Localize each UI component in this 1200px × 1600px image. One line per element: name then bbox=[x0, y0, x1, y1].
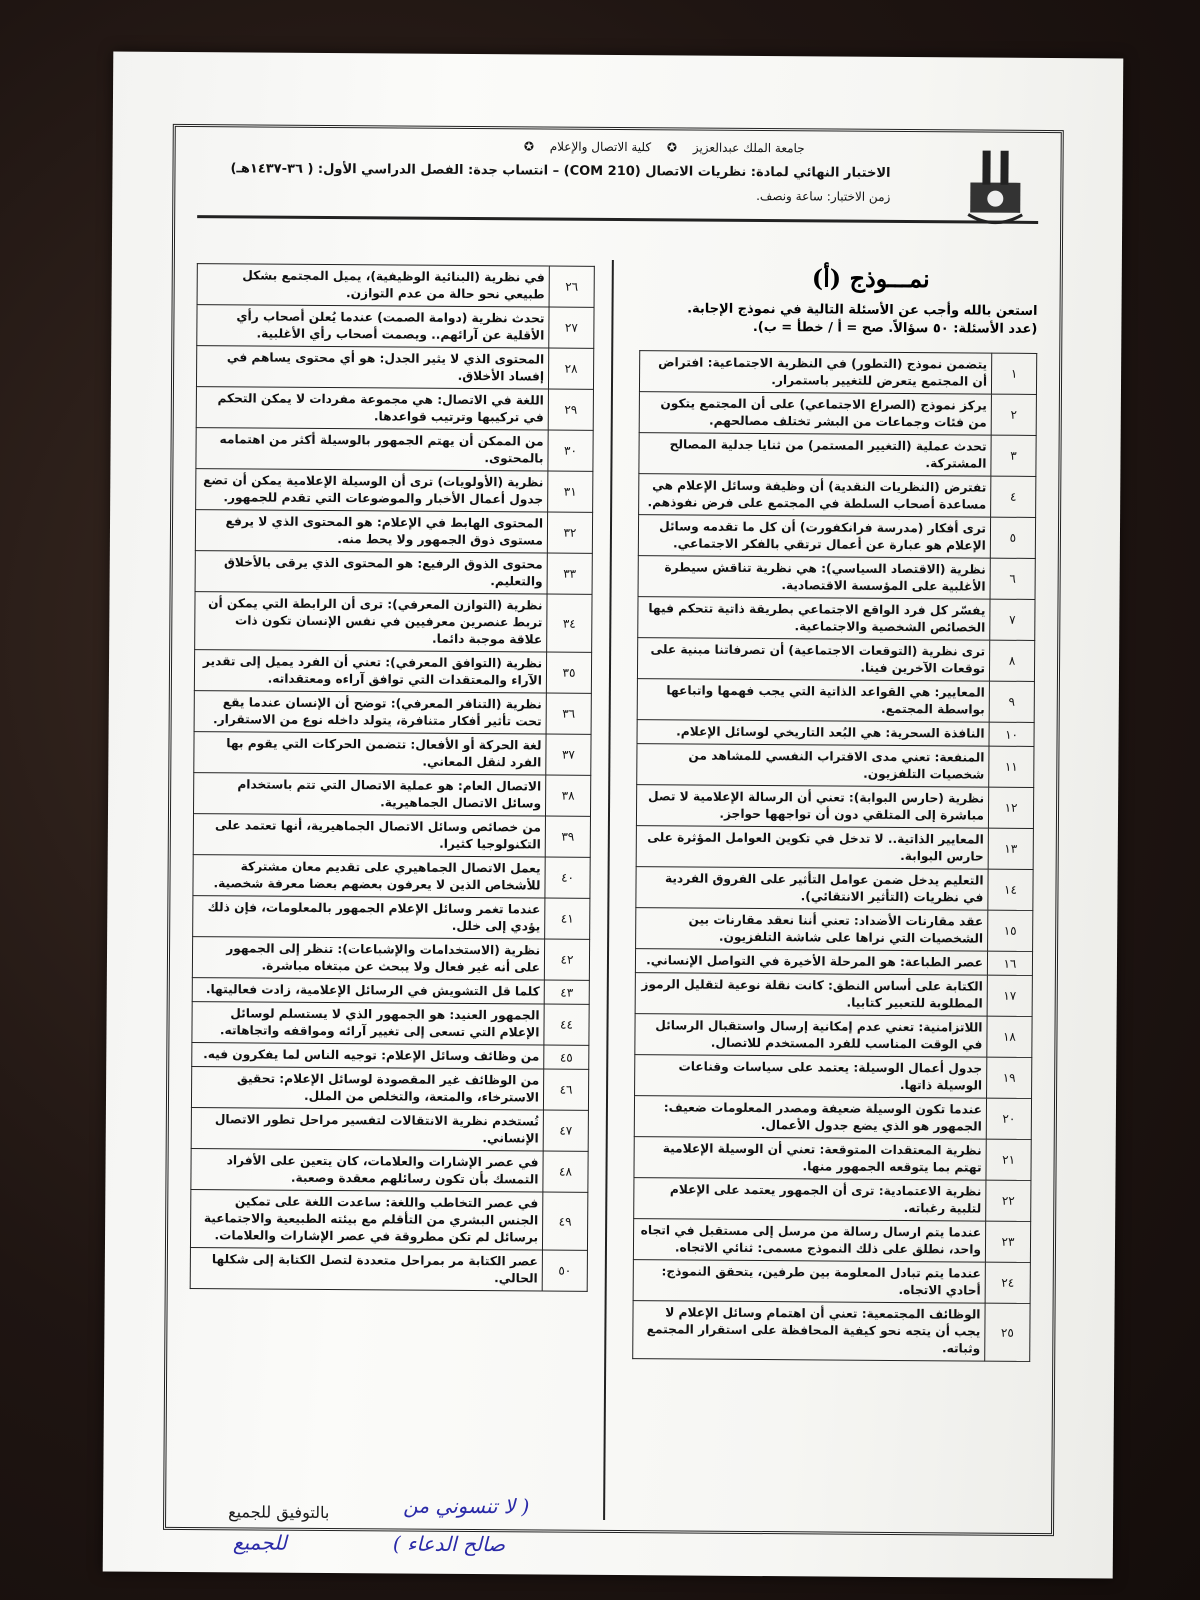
question-row bbox=[194, 650, 591, 694]
instructions bbox=[647, 300, 1037, 339]
question-text: من الممكن أن يهتم الجمهور بالوسيلة أكثر من اهتمامه بالمحتوى. bbox=[196, 428, 548, 471]
university-name: جامعة الملك عبدالعزيز bbox=[692, 140, 805, 156]
question-row bbox=[634, 1137, 1031, 1181]
question-row bbox=[195, 510, 592, 554]
question-row bbox=[635, 973, 1032, 1017]
question-text: تحدث نظرية (دوامة الصمت) عندما يُعلن أصحاب رأي الأقلية عن آرائهم.. ويصمت أصحاب رأي الأغلبية. bbox=[197, 305, 549, 348]
question-number: ٢ bbox=[991, 394, 1036, 435]
separator-icon: ✪ bbox=[666, 140, 678, 155]
question-row bbox=[193, 896, 590, 940]
question-text: من وظائف وسائل الإعلام: توجيه الناس لما يفكرون فيه. bbox=[192, 1043, 544, 1069]
question-number: ٦ bbox=[990, 558, 1035, 599]
question-text: جدول أعمال الوسيلة: يعتمد على سياسات وقناعات الوسيلة ذاتها. bbox=[635, 1055, 987, 1098]
question-number: ٢٠ bbox=[986, 1098, 1031, 1139]
question-number: ١١ bbox=[989, 746, 1034, 787]
question-number: ٨ bbox=[989, 640, 1034, 681]
question-text: من الوظائف غير المقصودة لوسائل الإعلام: تحقيق الاسترخاء، والمتعة، والتخلص من الملل. bbox=[191, 1067, 543, 1110]
question-row bbox=[194, 732, 591, 776]
question-text: عندما يتم ارسال رسالة من مرسل إلى مستقبل في اتجاه واحد، نطلق على ذلك النموذج مسمى: ثنائي الاتجاه. bbox=[633, 1219, 985, 1262]
question-number: ٢٣ bbox=[985, 1221, 1030, 1262]
question-text: نظرية (الاقتصاد السياسي): هي نظرية تناقش سيطرة الأغلبية على المؤسسة الاقتصادية. bbox=[638, 556, 990, 599]
handwritten-note-line3: للجميع bbox=[232, 1530, 287, 1555]
question-text: نظرية (التنافر المعرفي): توضح أن الإنسان عندما يقع تحت تأثير أفكار متنافرة، يتولد داخله نوع من الاستقرار. bbox=[194, 691, 546, 734]
question-number: ٧ bbox=[990, 599, 1035, 640]
question-row bbox=[192, 937, 589, 981]
university-logo-icon bbox=[960, 142, 1031, 224]
question-number: ٤٢ bbox=[544, 939, 589, 980]
question-text: النافذة السحرية: هي البُعد التاريخي لوسائل الإعلام. bbox=[637, 720, 989, 746]
question-row bbox=[193, 814, 590, 858]
instruction-line: استعن بالله وأجب عن الأسئلة التالية في نموذج الإجابة. bbox=[687, 301, 1038, 319]
exam-time: زمن الاختبار: ساعة ونصف. bbox=[756, 188, 891, 204]
question-number: ٤٣ bbox=[544, 980, 589, 1004]
questions-table-left bbox=[190, 263, 595, 1292]
questions-table-right bbox=[632, 350, 1037, 1362]
column-divider bbox=[603, 260, 614, 1520]
question-row bbox=[635, 949, 1032, 976]
question-row bbox=[193, 855, 590, 899]
question-text: لغة الحركة أو الأفعال: تتضمن الحركات التي يقوم بها الفرد لنقل المعاني. bbox=[194, 732, 546, 775]
question-row bbox=[192, 1002, 589, 1046]
question-text: من خصائص وسائل الاتصال الجماهيرية، أنها تعتمد على التكنولوجيا كثيرا. bbox=[193, 814, 545, 857]
question-number: ٤٤ bbox=[544, 1004, 589, 1045]
question-number: ٤٩ bbox=[542, 1192, 587, 1250]
question-text: الجمهور العنيد: هو الجمهور الذي لا يستسلم لوسائل الإعلام التي تسعى إلى تغيير آرائه ومواقفه واتجاهاته. bbox=[192, 1002, 544, 1045]
question-number: ٣ bbox=[991, 435, 1036, 476]
question-number: ٤٦ bbox=[543, 1069, 588, 1110]
question-number: ١٨ bbox=[987, 1016, 1032, 1057]
question-text: تُستخدم نظرية الانتقالات لتفسير مراحل تطور الاتصال الإنساني. bbox=[191, 1108, 543, 1151]
question-number: ٤٧ bbox=[543, 1110, 588, 1151]
question-row bbox=[637, 744, 1034, 788]
question-row bbox=[639, 433, 1036, 477]
question-text: محتوى الذوق الرفيع: هو المحتوى الذي يرقى بالأخلاق والتعليم. bbox=[195, 551, 547, 594]
question-row bbox=[192, 1043, 589, 1070]
question-number: ١٧ bbox=[987, 975, 1032, 1016]
question-text: نظرية المعتقدات المتوقعة: تعني أن الوسيلة الإعلامية تهتم بما يتوقعه الجمهور منها. bbox=[634, 1137, 986, 1180]
exam-header bbox=[175, 127, 1061, 283]
question-number: ١٠ bbox=[989, 722, 1034, 746]
question-number: ١٩ bbox=[987, 1057, 1032, 1098]
question-row bbox=[190, 1190, 587, 1251]
question-text: في نظرية (البنائية الوظيفية)، يميل المجتمع بشكل طبيعي نحو حالة من عدم التوازن. bbox=[197, 264, 549, 307]
question-row bbox=[195, 592, 592, 653]
question-text: المحتوى الذي لا يثير الجدل: هو أي محتوى يساهم في إفساد الأخلاق. bbox=[196, 346, 548, 389]
question-text: نظرية (التوافق المعرفي): تعني أن الفرد يميل إلى تقدير الآراء والمعتقدات التي توافق آراءه ومعتقداته. bbox=[194, 650, 546, 693]
question-row bbox=[196, 387, 593, 431]
question-text: في عصر التخاطب واللغة: ساعدت اللغة على تمكين الجنس البشري من التأقلم مع بيئته الطبيعية والاجتماعية برسائل لم تكن مطروقة في عصر الإشارات والعلامات. bbox=[190, 1190, 542, 1250]
question-number: ٢١ bbox=[986, 1139, 1031, 1180]
handwritten-note-line2: صالح الدعاء ) bbox=[392, 1531, 506, 1557]
question-text: المنفعة: تعني مدى الاقتراب النفسي للمشاهد من شخصيات التلفزيون. bbox=[637, 744, 989, 787]
question-row bbox=[639, 474, 1036, 518]
model-title: نمـــوذج (أ) bbox=[811, 263, 930, 294]
question-text: اللغة في الاتصال: هي مجموعة مفردات لا يمكن التحكم في تركيبها وترتيب قواعدها. bbox=[196, 387, 548, 430]
question-row bbox=[634, 1096, 1031, 1140]
question-number: ٣٤ bbox=[547, 594, 592, 652]
question-row bbox=[636, 908, 1033, 952]
question-row bbox=[638, 556, 1035, 600]
signoff-text: بالتوفيق للجميع bbox=[228, 1502, 330, 1523]
handwritten-note-line1: ( لا تنسوني من bbox=[403, 1493, 530, 1519]
question-number: ١٤ bbox=[988, 869, 1033, 910]
question-number: ١٦ bbox=[987, 951, 1032, 975]
question-number: ٣٦ bbox=[546, 693, 591, 734]
question-row bbox=[197, 305, 594, 349]
question-text: تفترض (النظريات النقدية) أن وظيفة وسائل الإعلام هي مساعدة أصحاب السلطة في المجتمع على فرض نفوذهم. bbox=[639, 474, 991, 517]
question-text: في عصر الإشارات والعلامات، كان يتعين على الأفراد التمسك بأن تكون رسائلهم معقدة وصعبة. bbox=[191, 1149, 543, 1192]
question-number: ٢٧ bbox=[549, 307, 594, 348]
question-number: ١٢ bbox=[988, 787, 1033, 828]
question-row bbox=[191, 1108, 588, 1152]
question-row bbox=[636, 867, 1033, 911]
question-text: ترى أفكار (مدرسة فرانكفورت) أن كل ما تقدمه وسائل الإعلام هو عبارة عن أعمال ترتقي بالفكر الاجتماعي. bbox=[638, 515, 990, 558]
question-number: ٣٣ bbox=[547, 553, 592, 594]
question-row bbox=[639, 392, 1036, 436]
question-row bbox=[637, 679, 1034, 723]
exam-paper bbox=[103, 51, 1124, 1578]
question-number: ٣٠ bbox=[548, 430, 593, 471]
question-row bbox=[633, 1260, 1030, 1304]
question-number: ٥٠ bbox=[542, 1250, 587, 1291]
question-text: المعايير: هي القواعد الذاتية التي يجب فهمها واتباعها بواسطة المجتمع. bbox=[637, 679, 989, 722]
question-text: تحدث عملية (التغيير المستمر) من ثنايا جدلية المصالح المشتركة. bbox=[639, 433, 991, 476]
question-number: ٢٥ bbox=[985, 1303, 1030, 1361]
question-number: ٤١ bbox=[545, 898, 590, 939]
question-text: التعليم يدخل ضمن عوامل التأثير على الفروق الفردية في نظريات (التأثير الانتقائي). bbox=[636, 867, 988, 910]
question-row bbox=[635, 1055, 1032, 1099]
question-number: ١ bbox=[991, 353, 1036, 394]
question-row bbox=[196, 428, 593, 472]
question-text: نظرية (التوازن المعرفي): ترى أن الرابطة التي يمكن أن تربط عنصرين معرفيين في نفس الإنسان تكون ذات علاقة موجبة دائما. bbox=[195, 592, 547, 652]
question-text: عصر الطباعة: هو المرحلة الأخيرة في التواصل الإنساني. bbox=[635, 949, 987, 975]
question-row bbox=[637, 720, 1034, 747]
question-number: ٣٨ bbox=[545, 775, 590, 816]
question-number: ٣١ bbox=[548, 471, 593, 512]
question-number: ٢٤ bbox=[985, 1262, 1030, 1303]
question-text: يتضمن نموذج (التطور) في النظرية الاجتماعية: افتراض أن المجتمع يتعرض للتغيير باستمرار. bbox=[639, 351, 991, 394]
question-number: ٢٩ bbox=[548, 389, 593, 430]
question-row bbox=[638, 515, 1035, 559]
question-number: ٢٢ bbox=[986, 1180, 1031, 1221]
question-text: كلما قل التشويش في الرسائل الإعلامية، زادت فعاليتها. bbox=[192, 978, 544, 1004]
question-number: ٤٨ bbox=[543, 1151, 588, 1192]
question-number: ٣٧ bbox=[546, 734, 591, 775]
question-text: يفسّر كل فرد الواقع الاجتماعي بطريقة ذاتية تتحكم فيها الخصائص الشخصية والاجتماعية. bbox=[638, 597, 990, 640]
question-number: ٤٠ bbox=[545, 857, 590, 898]
question-text: عصر الكتابة مر بمراحل متعددة لتصل الكتابة إلى شكلها الحالي. bbox=[190, 1248, 542, 1291]
separator-icon: ✪ bbox=[523, 139, 534, 154]
question-text: المحتوى الهابط في الإعلام: هو المحتوى الذي لا يرفع مستوى ذوق الجمهور ولا يحط منه. bbox=[195, 510, 547, 553]
question-row bbox=[636, 785, 1033, 829]
question-text: يركز نموذج (الصراع الاجتماعي) على أن المجتمع يتكون من فئات وجماعات من البشر تختلف مصالحهم. bbox=[639, 392, 991, 435]
question-text: عندما تكون الوسيلة ضعيفة ومصدر المعلومات ضعيف: الجمهور هو الذي يضع جدول الأعمال. bbox=[634, 1096, 986, 1139]
question-text: يعمل الاتصال الجماهيري على تقديم معان مشتركة للأشخاص الذين لا يعرفون بعضهم بعضا معرفة شخصية. bbox=[193, 855, 545, 898]
question-text: عندما يتم تبادل المعلومة بين طرفين، يتحقق النموذج: أحادي الاتجاه. bbox=[633, 1260, 985, 1303]
question-text: نظرية الاعتمادية: ترى أن الجمهور يعتمد على الإعلام لتلبية رغباته. bbox=[634, 1178, 986, 1221]
instruction-line: (عدد الأسئلة: ٥٠ سؤالاً. صح = أ / خطأ = ب). bbox=[752, 319, 1038, 337]
question-row bbox=[634, 1178, 1031, 1222]
question-text: الوظائف المجتمعية: تعني أن اهتمام وسائل الإعلام لا يجب أن يتجه نحو كيفية المحافظة على استقرار المجتمع وثباته. bbox=[633, 1301, 985, 1361]
question-number: ٣٩ bbox=[545, 816, 590, 857]
question-number: ٥ bbox=[990, 517, 1035, 558]
question-row bbox=[633, 1301, 1030, 1362]
question-row bbox=[196, 346, 593, 390]
question-text: الاتصال العام: هو عملية الاتصال التي تتم باستخدام وسائل الاتصال الجماهيرية. bbox=[193, 773, 545, 816]
question-row bbox=[633, 1219, 1030, 1263]
question-number: ٣٢ bbox=[547, 512, 592, 553]
question-text: عندما تغمر وسائل الإعلام الجمهور بالمعلومات، فإن ذلك يؤدي إلى خلل. bbox=[193, 896, 545, 939]
question-text: نظرية (الاستخدامات والإشباعات): تنظر إلى الجمهور على أنه غير فعال ولا يبحث عن مبتغاه مباشرة. bbox=[192, 937, 544, 980]
question-text: نظرية (حارس البوابة): تعني أن الرسالة الإعلامية لا تصل مباشرة إلى المتلقي دون أن تواجهها حواجز. bbox=[636, 785, 988, 828]
question-number: ١٥ bbox=[988, 910, 1033, 951]
question-text: اللاتزامنية: تعني عدم إمكانية إرسال واستقبال الرسائل في الوقت المناسب للفرد المستخدم للاتصال. bbox=[635, 1014, 987, 1057]
exam-title: الاختبار النهائي لمادة: نظريات الاتصال (COM 210) – انتساب جدة: الفصل الدراسي الأول: ( ٣٦-١٤٣٧هـ) bbox=[230, 161, 891, 181]
question-row bbox=[637, 638, 1034, 682]
question-row bbox=[193, 773, 590, 817]
question-number: ٢٦ bbox=[549, 266, 594, 307]
question-row bbox=[635, 1014, 1032, 1058]
question-row bbox=[197, 264, 594, 308]
question-row bbox=[639, 351, 1036, 395]
question-number: ٣٥ bbox=[546, 652, 591, 693]
question-row bbox=[191, 1067, 588, 1111]
question-row bbox=[636, 826, 1033, 870]
question-text: الكتابة على أساس النطق: كانت نقلة نوعية لتقليل الرموز المطلوبة للتعبير كتابيا. bbox=[635, 973, 987, 1016]
header-divider bbox=[197, 215, 1038, 224]
question-number: ١٣ bbox=[988, 828, 1033, 869]
question-number: ٩ bbox=[989, 681, 1034, 722]
question-text: عقد مقارنات الأضداد: تعني أننا نعقد مقارنات بين الشخصيات التي نراها على شاشة التلفزيون. bbox=[636, 908, 988, 951]
question-row bbox=[195, 551, 592, 595]
question-number: ٢٨ bbox=[548, 348, 593, 389]
question-row bbox=[191, 1149, 588, 1193]
question-text: المعايير الذاتية.. لا تدخل في تكوين العوامل المؤثرة على حارس البوابة. bbox=[636, 826, 988, 869]
college-name: كلية الاتصال والإعلام bbox=[549, 139, 652, 155]
question-row bbox=[190, 1248, 587, 1292]
question-row bbox=[638, 597, 1035, 641]
university-line bbox=[518, 139, 811, 155]
question-text: نظرية (الأولويات) ترى أن الوسيلة الإعلامية يمكن أن تضع جدول أعمال الأخبار والموضوعات التي تقدم للجمهور. bbox=[196, 469, 548, 512]
question-row bbox=[192, 978, 589, 1005]
question-number: ٤٥ bbox=[544, 1045, 589, 1069]
question-number: ٤ bbox=[991, 476, 1036, 517]
question-row bbox=[196, 469, 593, 513]
question-text: ترى نظرية (التوقعات الاجتماعية) أن تصرفاتنا مبنية على توقعات الآخرين فينا. bbox=[637, 638, 989, 681]
question-row bbox=[194, 691, 591, 735]
page-frame bbox=[163, 124, 1064, 1536]
